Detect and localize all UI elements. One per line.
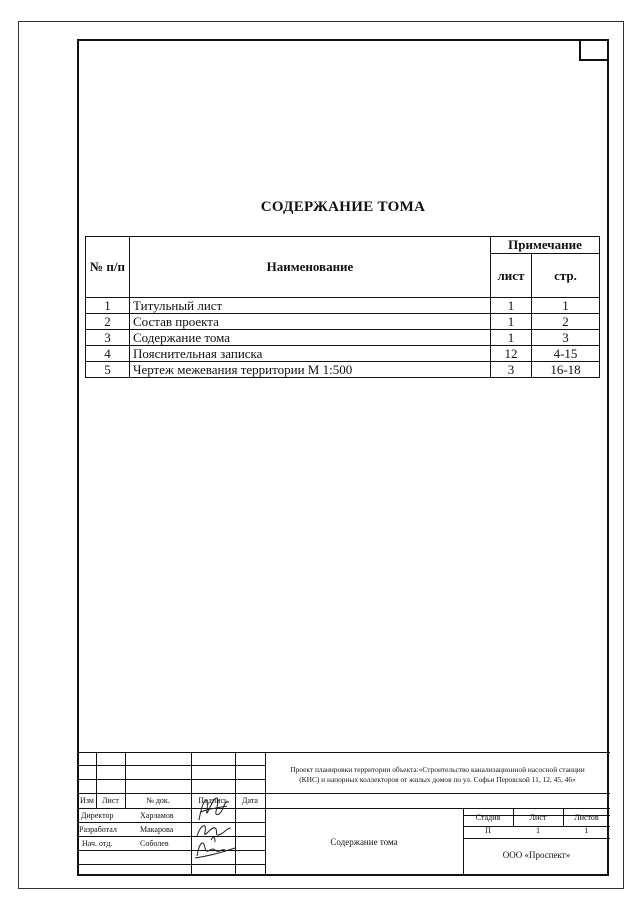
company-name: ООО «Проспект» xyxy=(502,850,571,860)
row-num: 4 xyxy=(86,346,130,362)
table-row xyxy=(86,362,600,378)
stage-value: П xyxy=(485,826,491,835)
row-num: 3 xyxy=(86,330,130,346)
drawing-frame xyxy=(77,39,609,876)
table-row xyxy=(86,346,600,362)
row-page: 1 xyxy=(532,298,600,314)
row-num: 2 xyxy=(86,314,130,330)
table-row xyxy=(86,330,600,346)
row-num: 5 xyxy=(86,362,130,378)
header-num: № п/п xyxy=(86,237,130,298)
stamp-hdr-izm: Изм xyxy=(80,796,94,805)
header-sheet: лист xyxy=(491,254,532,298)
project-line-1: Проект планировки территории объекта:«Строительство канализационной насосной станции xyxy=(290,765,585,774)
header-note: Примечание xyxy=(491,237,600,254)
stamp-name-director: Харламов xyxy=(140,811,174,820)
sheets-label: Листов xyxy=(574,813,599,822)
row-num: 1 xyxy=(86,298,130,314)
sheet-label: Лист xyxy=(529,813,547,822)
row-page: 4-15 xyxy=(532,346,600,362)
row-sheet: 1 xyxy=(491,298,532,314)
stamp-name-head: Соболев xyxy=(140,839,169,848)
table-row xyxy=(86,314,600,330)
contents-table xyxy=(85,236,600,378)
corner-box xyxy=(579,39,609,61)
title-block xyxy=(78,752,610,875)
stamp-hdr-list: Лист xyxy=(102,796,119,805)
signature-head xyxy=(191,834,237,860)
page-title: СОДЕРЖАНИЕ ТОМА xyxy=(260,199,426,215)
sheet-value: 1 xyxy=(536,826,540,835)
stamp-role-director: Директор xyxy=(81,811,114,820)
row-page: 2 xyxy=(532,314,600,330)
row-name: Титульный лист xyxy=(130,298,491,314)
row-name: Содержание тома xyxy=(130,330,491,346)
table-row xyxy=(86,298,600,314)
stamp-name-developer: Макарова xyxy=(140,825,174,834)
row-sheet: 1 xyxy=(491,314,532,330)
row-sheet: 3 xyxy=(491,362,532,378)
row-name: Чертеж межевания территории М 1:500 xyxy=(130,362,491,378)
stage-label: Стадия xyxy=(475,813,501,822)
row-name: Состав проекта xyxy=(130,314,491,330)
row-name: Пояснительная записка xyxy=(130,346,491,362)
header-name: Наименование xyxy=(130,237,491,298)
stamp-hdr-doc: № док. xyxy=(146,796,170,805)
row-sheet: 12 xyxy=(491,346,532,362)
stamp-hdr-date: Дата xyxy=(242,796,258,805)
sheets-value: 1 xyxy=(584,826,589,835)
stamp-role-head: Нач. отд. xyxy=(82,839,113,848)
doc-title: Содержание тома xyxy=(330,837,398,847)
project-line-2: (КНС) и напорных коллекторов от жилых домов по ул. Софьи Перовской 11, 12, 45, 46» xyxy=(299,775,576,784)
stamp-hdr-sign: Подпись xyxy=(198,796,228,805)
row-sheet: 1 xyxy=(491,330,532,346)
row-page: 3 xyxy=(532,330,600,346)
row-page: 16-18 xyxy=(532,362,600,378)
header-page: стр. xyxy=(532,254,600,298)
stamp-role-developer: Разработал xyxy=(79,825,117,834)
